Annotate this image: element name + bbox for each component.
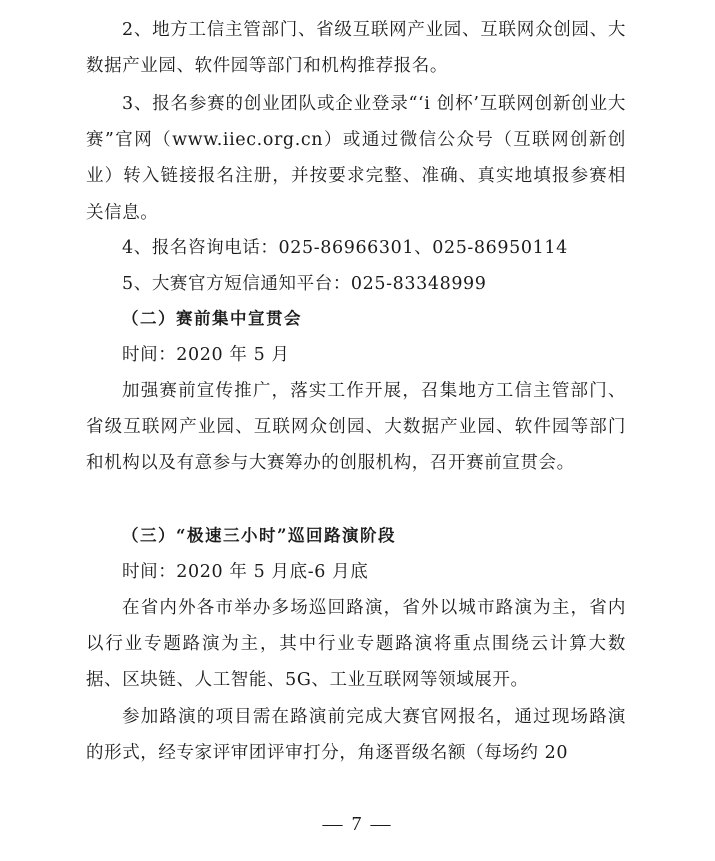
paragraph-sms-platform: 5、大赛官方短信通知平台：025-83348999 xyxy=(122,274,487,294)
paragraph-consult-phone: 4、报名咨询电话：025-86966301、025-86950114 xyxy=(122,238,568,258)
page-number: — 7 — xyxy=(322,813,393,835)
paragraph-recommend-registration: 2、地方工信主管部门、省级互联网产业园、互联网众创园、大数据产业园、软件园等部门和机构推荐报名。 xyxy=(86,20,626,77)
paragraph-briefing-details: 加强赛前宣传推广，落实工作开展，召集地方工信主管部门、省级互联网产业园、互联网众创园、大数据产业园、软件园等部门和机构以及有意参与大赛筹办的创服机构，召开赛前宣贯会。 xyxy=(86,381,626,474)
section-heading-roadshow: （三）“极速三小时”巡回路演阶段 xyxy=(122,526,396,545)
paragraph-online-registration: 3、报名参赛的创业团队或企业登录“‘i 创杯’互联网创新创业大赛”官网（www.iiec.org.cn）或通过微信公众号（互联网创新创业）转入链接报名注册，并按要求完整、准确、真实地填报参赛相关信息。 xyxy=(86,94,626,223)
section-heading-pre-contest-briefing: （二）赛前集中宣贯会 xyxy=(122,309,302,328)
paragraph-roadshow-time: 时间：2020 年 5 月底-6 月底 xyxy=(122,562,369,582)
paragraph-roadshow-plan: 在省内外各市举办多场巡回路演，省外以城市路演为主，省内以行业专题路演为主，其中行业专题路演将重点围绕云计算大数据、区块链、人工智能、5G、工业互联网等领域展开。 xyxy=(86,598,626,691)
paragraph-briefing-time: 时间：2020 年 5 月 xyxy=(122,345,290,365)
paragraph-roadshow-participation: 参加路演的项目需在路演前完成大赛官网报名，通过现场路演的形式，经专家评审团评审打分，角逐晋级名额（每场约 20 xyxy=(86,707,626,764)
